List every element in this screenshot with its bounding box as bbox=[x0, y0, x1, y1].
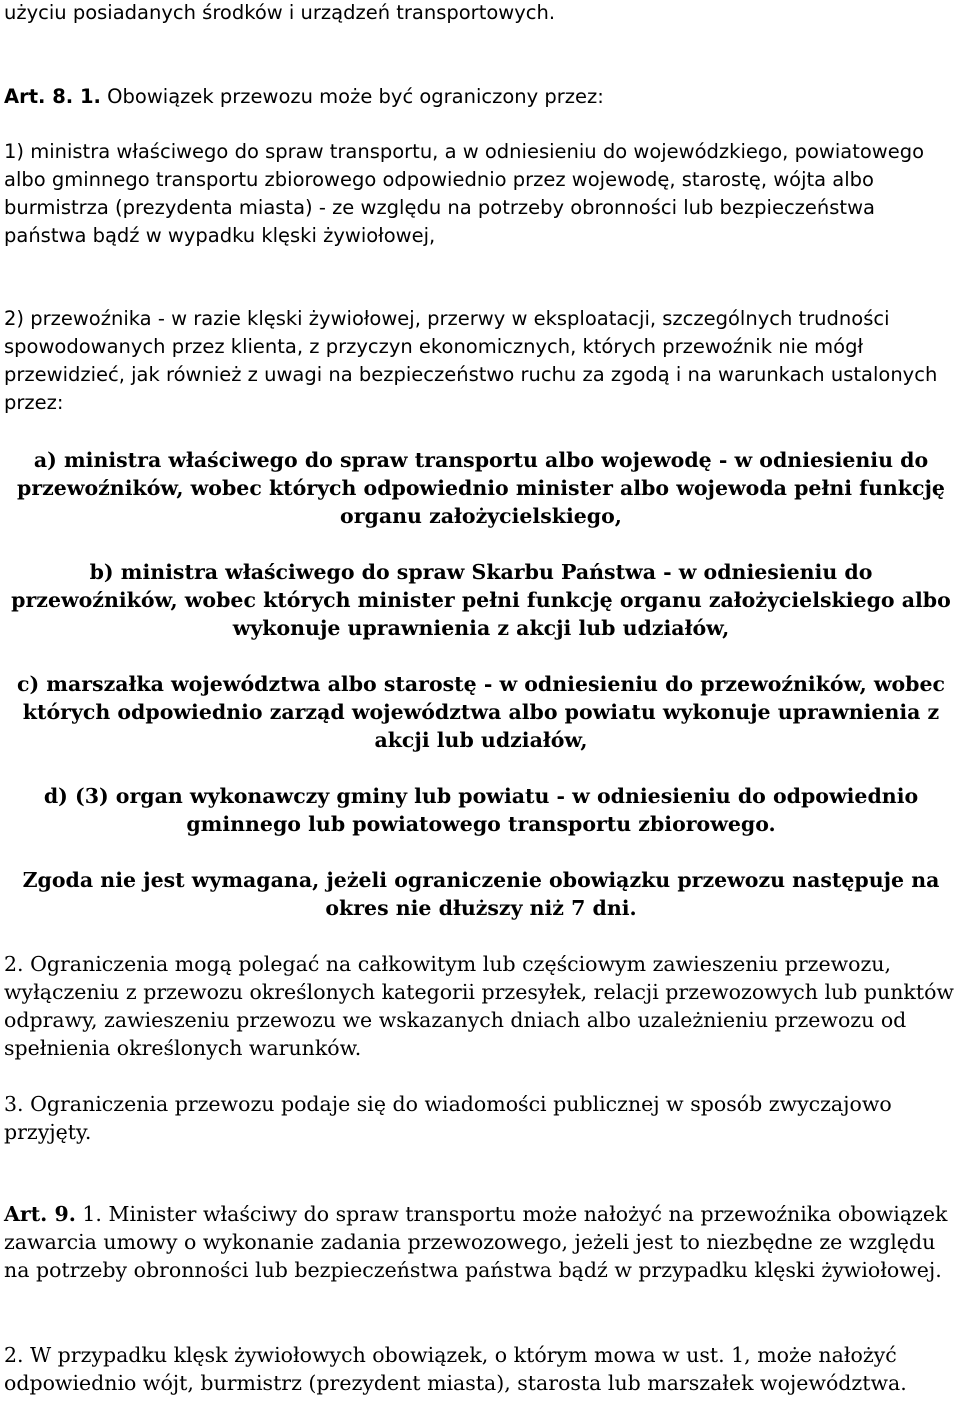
article-8-intro-text: Obowiązek przewozu może być ograniczony przez: bbox=[100, 85, 604, 108]
article-9-paragraph-2: 2. W przypadku klęsk żywiołowych obowiązek, o którym mowa w ust. 1, może nałożyć odpowiednio wójt, burmistrz (prezydent miasta), starosta lub marszałek województwa. bbox=[4, 1343, 907, 1395]
consent-note: Zgoda nie jest wymagana, jeżeli ograniczenie obowiązku przewozu następuje na okres nie dłuższy niż 7 dni. bbox=[22, 868, 940, 920]
article-8-subitem-c: c) marszałka województwa albo starostę - w odniesieniu do przewoźników, wobec których odpowiednio zarząd województwa albo powiatu wykonuje uprawnienia z akcji lub udziałów, bbox=[16, 672, 946, 752]
article-8-label: Art. 8. 1. bbox=[4, 85, 101, 108]
article-8-item-2: 2) przewoźnika - w razie klęski żywiołowej, przerwy w eksploatacji, szczególnych trudności spowodowanych przez klienta, z przyczyn ekonomicznych, których przewoźnik nie mógł przewidzieć, jak również z uwagi na bezpieczeństwo ruchu za zgodą i na warunkach ustalonych przez: bbox=[4, 307, 938, 414]
article-9-label: Art. 9. bbox=[4, 1202, 76, 1226]
article-8-subitem-b: b) ministra właściwego do spraw Skarbu Państwa - w odniesieniu do przewoźników, wobec których minister pełni funkcję organu założycielskiego albo wykonuje uprawnienia z akcji lub udziałów, bbox=[11, 560, 951, 640]
article-9-intro-text: 1. Minister właściwy do spraw transportu może nałożyć na przewoźnika obowiązek zawarcia umowy o wykonanie zadania przewozowego, jeżeli jest to niezbędne ze względu na potrzeby obronności lub bezpieczeństwa państwa bądź w przypadku klęski żywiołowej. bbox=[4, 1202, 948, 1282]
article-8-paragraph-3: 3. Ograniczenia przewozu podaje się do wiadomości publicznej w sposób zwyczajowo przyjęty. bbox=[4, 1092, 892, 1144]
article-9-intro bbox=[4, 1200, 958, 1284]
article-8-paragraph-2: 2. Ograniczenia mogą polegać na całkowitym lub częściowym zawieszeniu przewozu, wyłączeniu z przewozu określonych kategorii przesyłek, relacji przewozowych lub punktów odprawy, zawieszeniu przewozu we wskazanych dniach albo uzależnieniu przewozu od spełnienia określonych warunków. bbox=[4, 952, 954, 1060]
paragraph-continuation: użyciu posiadanych środków i urządzeń transportowych. bbox=[4, 1, 556, 24]
article-8-item-1: 1) ministra właściwego do spraw transportu, a w odniesieniu do wojewódzkiego, powiatowego albo gminnego transportu zbiorowego odpowiednio przez wojewodę, starostę, wójta albo burmistrza (prezydenta miasta) - ze względu na potrzeby obronności lub bezpieczeństwa państwa bądź w wypadku klęski żywiołowej, bbox=[4, 140, 925, 247]
article-8-intro bbox=[4, 82, 604, 111]
article-8-subitem-a: a) ministra właściwego do spraw transportu albo wojewodę - w odniesieniu do przewoźników, wobec których odpowiednio minister albo wojewoda pełni funkcję organu założycielskiego, bbox=[17, 448, 945, 528]
article-8-subitem-d: d) (3) organ wykonawczy gminy lub powiatu - w odniesieniu do odpowiednio gminnego lub powiatowego transportu zbiorowego. bbox=[43, 784, 919, 836]
